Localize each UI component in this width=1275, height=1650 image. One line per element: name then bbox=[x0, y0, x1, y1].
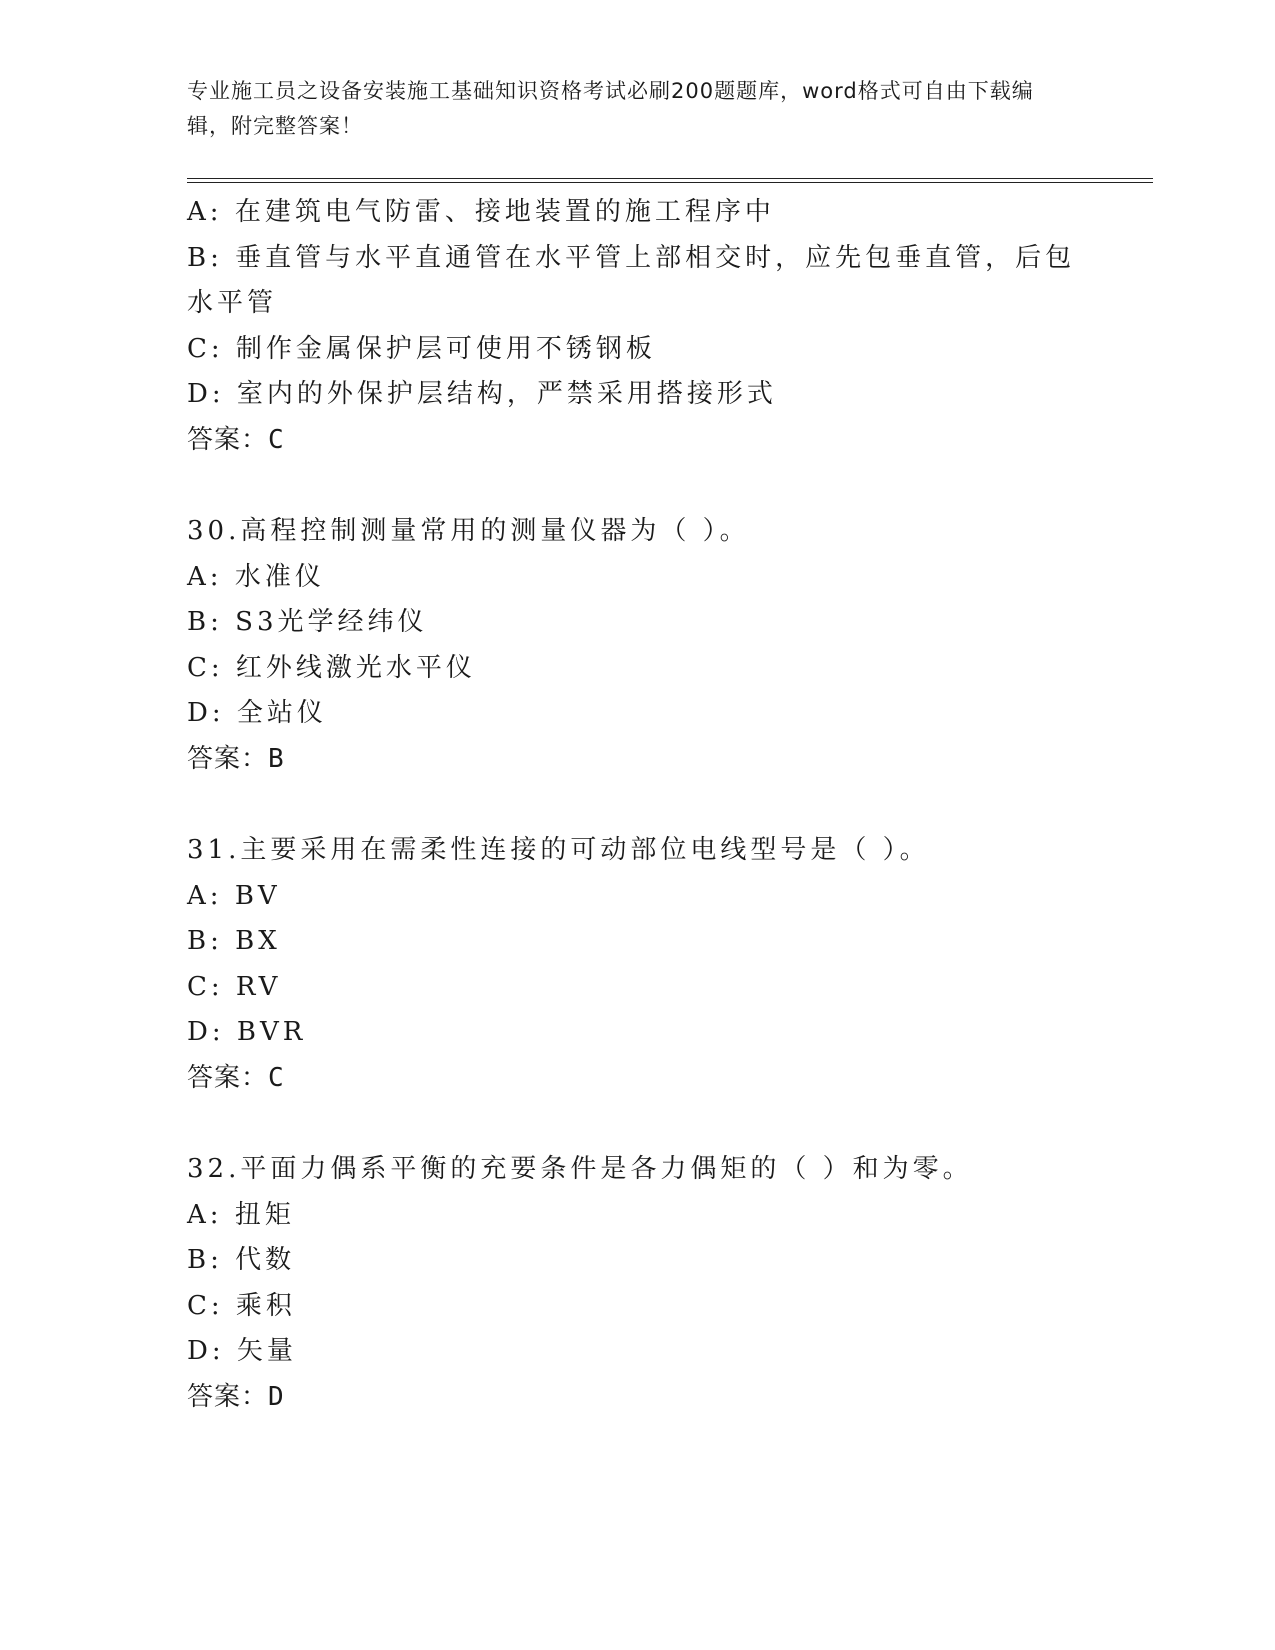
answer-value: C bbox=[268, 1062, 285, 1093]
question-stem: 30.高程控制测量常用的测量仪器为（ ）。 bbox=[187, 516, 750, 546]
option-b: B: 代数 bbox=[187, 1245, 296, 1275]
option-b: B: S3光学经纬仪 bbox=[187, 607, 428, 637]
option-c: C: 制作金属保护层可使用不锈钢板 bbox=[187, 333, 656, 364]
option-d: D: 矢量 bbox=[187, 1336, 297, 1366]
option-c: C: 乘积 bbox=[187, 1290, 296, 1321]
header-divider-top bbox=[187, 178, 1153, 179]
question-block bbox=[187, 509, 1087, 782]
question-block bbox=[187, 828, 1087, 1101]
question-block bbox=[187, 1147, 1087, 1420]
answer-value: D bbox=[268, 1381, 285, 1412]
document-header: 专业施工员之设备安装施工基础知识资格考试必刷200题题库，word格式可自由下载编辑，附完整答案！ bbox=[187, 79, 1034, 138]
answer-value: B bbox=[268, 743, 285, 774]
answer-line: 答案：C bbox=[187, 424, 285, 455]
question-block bbox=[187, 190, 1087, 463]
option-a: A: 水准仪 bbox=[187, 561, 325, 592]
question-stem: 32.平面力偶系平衡的充要条件是各力偶矩的（ ）和为零。 bbox=[187, 1154, 973, 1184]
question-stem: 31.主要采用在需柔性连接的可动部位电线型号是（ ）。 bbox=[187, 835, 930, 865]
answer-line: 答案：D bbox=[187, 1381, 285, 1412]
option-d: D: 室内的外保护层结构，严禁采用搭接形式 bbox=[187, 379, 777, 409]
question-list bbox=[187, 190, 1087, 1420]
option-b: B: 垂直管与水平直通管在水平管上部相交时，应先包垂直管，后包水平管 bbox=[187, 242, 1076, 318]
option-c: C: 红外线激光水平仪 bbox=[187, 652, 476, 683]
option-d: D: 全站仪 bbox=[187, 698, 327, 728]
option-b: B: BX bbox=[187, 926, 281, 956]
answer-value: C bbox=[268, 424, 285, 455]
option-a: A: 在建筑电气防雷、接地装置的施工程序中 bbox=[187, 197, 775, 227]
header-divider-bottom bbox=[187, 182, 1153, 183]
answer-line: 答案：B bbox=[187, 743, 285, 774]
answer-line: 答案：C bbox=[187, 1062, 285, 1093]
option-a: A: 扭矩 bbox=[187, 1199, 295, 1230]
option-a: A: BV bbox=[187, 880, 281, 911]
option-d: D: BVR bbox=[187, 1017, 307, 1047]
option-c: C: RV bbox=[187, 971, 282, 1002]
